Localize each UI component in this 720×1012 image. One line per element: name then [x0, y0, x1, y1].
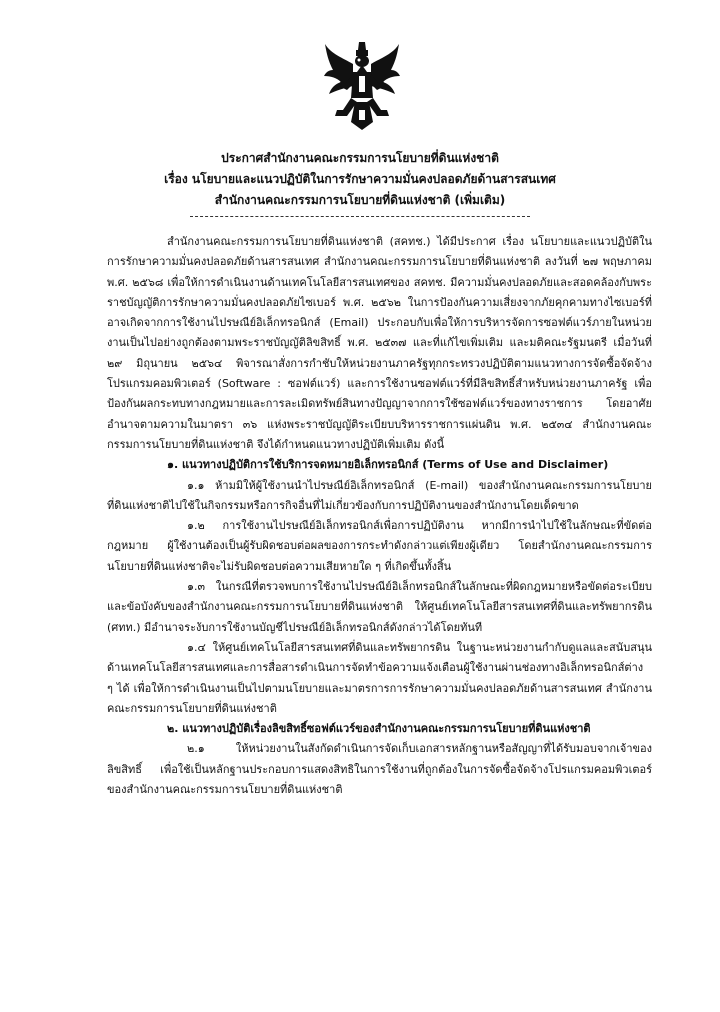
section-1-item-3: ๑.๓ ในกรณีที่ตรวจพบการใช้งานไปรษณีย์อิเล็กทรอนิกส์ในลักษณะที่ผิดกฎหมายหรือขัดต่อระเบียบและข้อบังคับของสำนักงานคณะกรรมการนโยบายที่ดินแห่งชาติ ให้ศูนย์เทคโนโลยีสารสนเทศที่ดินและทรัพยากรดิน (ศทท.) มีอำนาจระงับการใช้งานบัญชีไปรษณีย์อิเล็กทรอนิกส์ดังกล่าวได้โดยทันที: [107, 580, 652, 634]
garuda-emblem-icon: [323, 40, 401, 132]
announcement-subject-continued: สำนักงานคณะกรรมการนโยบายที่ดินแห่งชาติ (เพิ่มเติม): [214, 193, 506, 207]
section-1-item-2: ๑.๒ การใช้งานไปรษณีย์อิเล็กทรอนิกส์เพื่อการปฏิบัติงาน หากมีการนำไปใช้ในลักษณะที่ขัดต่อกฎหมาย ผู้ใช้งานต้องเป็นผู้รับผิดชอบต่อผลของการกระทำดังกล่าวแต่เพียงผู้เดียว โดยสำนักงานคณะกรรมการนโยบายที่ดินแห่งชาติจะไม่รับผิดชอบต่อความเสียหายใด ๆ ที่เกิดขึ้นทั้งสิ้น: [107, 519, 652, 573]
header-separator: [190, 216, 530, 217]
document-body: [107, 232, 652, 800]
section-1-item-4: ๑.๔ ให้ศูนย์เทคโนโลยีสารสนเทศที่ดินและทรัพยากรดิน ในฐานะหน่วยงานกำกับดูแลและสนับสนุนด้านเทคโนโลยีสารสนเทศและการสื่อสารดำเนินการจัดทำข้อความแจ้งเตือนผู้ใช้งานผ่านช่องทางอิเล็กทรอนิกส์ต่าง ๆ ได้ เพื่อให้การดำเนินงานเป็นไปตามนโยบายและมาตรการการรักษาความมั่นคงปลอดภัยด้านสารสนเทศ สำนักงานคณะกรรมการนโยบายที่ดินแห่งชาติ: [107, 640, 652, 715]
section-2-item-1: ๒.๑ ให้หน่วยงานในสังกัดดำเนินการจัดเก็บเอกสารหลักฐานหรือสัญญาที่ได้รับมอบจากเจ้าของลิขสิทธิ์ เพื่อใช้เป็นหลักฐานประกอบการแสดงสิทธิในการใช้งานที่ถูกต้องในการจัดซื้อจัดจ้างโปรแกรมคอมพิวเตอร์ของสำนักงานคณะกรรมการนโยบายที่ดินแห่งชาติ: [107, 742, 652, 797]
section-1-item-1: ๑.๑ ห้ามมิให้ผู้ใช้งานนำไปรษณีย์อิเล็กทรอนิกส์ (E-mail) ของสำนักงานคณะกรรมการนโยบายที่ดินแห่งชาติไปใช้ในกิจกรรมหรือการกิจอื่นที่ไม่เกี่ยวข้องกับการปฏิบัติงานของสำนักงานโดยเด็ดขาด: [107, 478, 652, 512]
intro-paragraph: สำนักงานคณะกรรมการนโยบายที่ดินแห่งชาติ (สคทช.) ได้มีประกาศ เรื่อง นโยบายและแนวปฏิบัติในการรักษาความมั่นคงปลอดภัยด้านสารสนเทศ สำนักงานคณะกรรมการนโยบายที่ดินแห่งชาติ ลงวันที่ ๒๗ พฤษภาคม พ.ศ. ๒๕๖๘ เพื่อให้การดำเนินงานด้านเทคโนโลยีสารสนเทศของ สคทช. มีความมั่นคงปลอดภัยและสอดคล้องกับพระราชบัญญัติการรักษาความมั่นคงปลอดภัยไซเบอร์ พ.ศ. ๒๕๖๒ ในการป้องกันความเสี่ยงจากภัยคุกคามทางไซเบอร์ที่อาจเกิดจากการใช้งานไปรษณีย์อิเล็กทรอนิกส์ (Email) ประกอบกับเพื่อให้การบริหารจัดการซอฟต์แวร์ภายในหน่วยงานเป็นไปอย่างถูกต้องตามพระราชบัญญัติลิขสิทธิ์ พ.ศ. ๒๕๓๗ และที่แก้ไขเพิ่มเติม และมติคณะรัฐมนตรี เมื่อวันที่ ๒๙ มิถุนายน ๒๕๖๔ พิจารณาสั่งการกำชับให้หน่วยงานภาครัฐทุกกระทรวงปฏิบัติตามแนวทางการจัดซื้อจัดจ้างโปรแกรมคอมพิวเตอร์ (Software : ซอฟต์แวร์) และการใช้งานซอฟต์แวร์ที่มีลิขสิทธิ์สำหรับหน่วยงานภาครัฐ เพื่อป้องกันผลกระทบทางกฎหมายและการละเมิดทรัพย์สินทางปัญญาจากการใช้ซอฟต์แวร์ของทางราชการ โดยอาศัยอำนาจตามความในมาตรา ๓๖ แห่งพระราชบัญญัติระเบียบบริหารราชการแผ่นดิน พ.ศ. ๒๕๓๔ สำนักงานคณะกรรมการนโยบายที่ดินแห่งชาติ จึงได้กำหนดแนวทางปฏิบัติเพิ่มเติม ดังนี้: [107, 235, 652, 451]
announcement-title: ประกาศสำนักงานคณะกรรมการนโยบายที่ดินแห่งชาติ: [221, 151, 499, 165]
section-1-heading: ๑. แนวทางปฏิบัติการใช้บริการจดหมายอิเล็กทรอนิกส์ (Terms of Use and Disclaimer): [167, 458, 609, 472]
announcement-subject: เรื่อง นโยบายและแนวปฏิบัติในการรักษาความมั่นคงปลอดภัยด้านสารสนเทศ: [164, 172, 556, 186]
document-header: [0, 148, 720, 211]
section-2-heading: ๒. แนวทางปฏิบัติเรื่องลิขสิทธิ์ซอฟต์แวร์ของสำนักงานคณะกรรมการนโยบายที่ดินแห่งชาติ: [167, 722, 591, 736]
